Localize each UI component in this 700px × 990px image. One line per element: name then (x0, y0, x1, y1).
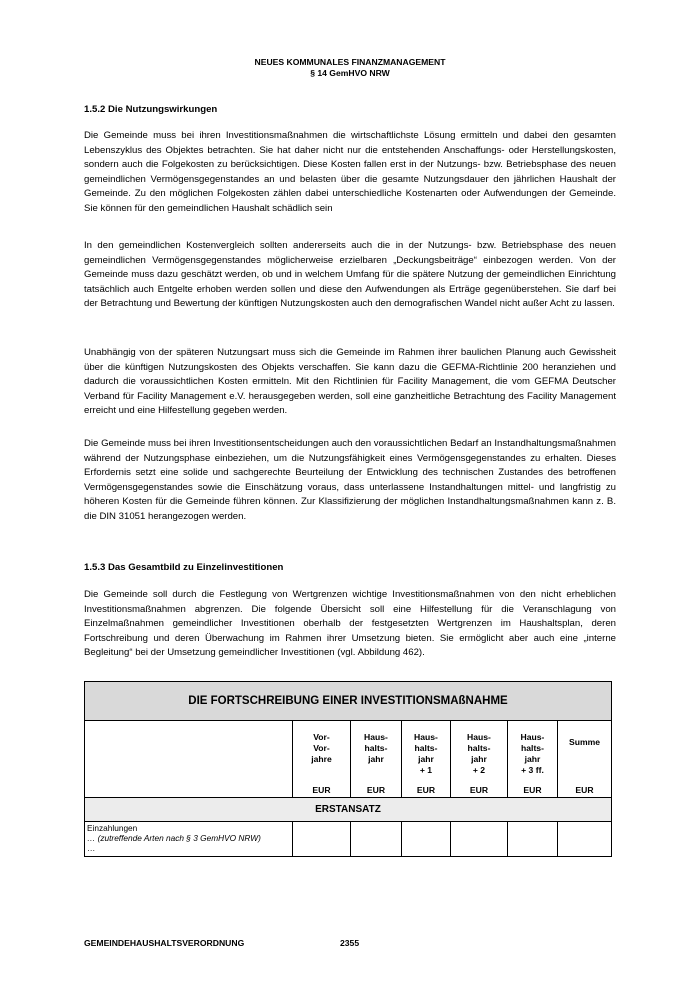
row-label-line-2: … (zutreffende Arten nach § 3 GemHVO NRW) (87, 833, 261, 843)
column-unit: EUR (575, 785, 594, 795)
header-line-2: § 14 GemHVO NRW (310, 68, 390, 78)
section-label-erstansatz: ERSTANSATZ (85, 798, 612, 822)
column-label: Haus- halts- jahr + 1 (414, 732, 438, 775)
header-line-1: NEUES KOMMUNALES FINANZMANAGEMENT (254, 57, 446, 67)
table-title: DIE FORTSCHREIBUNG EINER INVESTITIONSMAßNAHME (85, 682, 612, 721)
paragraph-153-1: Die Gemeinde soll durch die Festlegung von Wertgrenzen wichtige Investitionsmaßnahmen von den nicht erheblichen Investitionsmaßnahmen abgrenzen. Die folgende Übersicht soll eine Hilfestellung für die Veranschlagung von Einzelmaßnahmen gemeindlicher Investitionen oberhalb der festgesetzten Wertgrenzen im Haushaltsplan, deren Fortschreibung und deren Überwachung im Rahmen ihrer Umsetzung bieten. Sie ermöglicht aber auch eine „interne Begleitung“ bei der Umsetzung gemeindlicher Investitionen (vgl. Abbildung 462). (84, 589, 616, 659)
paragraph-152-4: Die Gemeinde muss bei ihren Investitionsentscheidungen auch den voraussichtlichen Bedarf an Instandhaltungsmaßnahmen während der Nutzungsphase einbeziehen, um die Nutzungsfähigkeit eines Vermögensgegenstandes zu erhalten. Dieses Erfordernis setzt eine solide und sachgerechte Beurteilung der Entwicklung des technischen Zustandes des betroffenen Vermögensgegenstandes sowie die Einschätzung voraus, dass unterlassene Instandhaltungen mittel- und langfristig zu höheren Kosten für die Gemeinde führen können. Zur Klassifizierung der möglichen Instandhaltungsmaßnahmen kann z. B. die DIN 31051 herangezogen werden. (84, 438, 616, 522)
column-label: Vor- Vor- jahre (311, 732, 332, 764)
table-header-row (85, 721, 612, 798)
paragraph-152-3: Unabhängig von der späteren Nutzungsart muss sich die Gemeinde im Rahmen ihrer baulichen Planung auch Gewissheit über die künftigen Nutzungskosten des Objekts verschaffen. Sie kann dazu die GEFMA-Richtlinie 200 heranziehen und dadurch die voraussichtlichen Kosten ermitteln. Mit den Richtlinien für Facility Management, die vom GEFMA Deutscher Verband für Facility Management e.V. herausgegeben werden, soll eine ganzheitliche Betrachtung des Facility Management erreicht und eine Hilfestellung gegeben werden. (84, 347, 616, 417)
section-heading-152: 1.5.2 Die Nutzungswirkungen (84, 104, 218, 115)
column-unit: EUR (469, 785, 489, 795)
table-cell (451, 822, 508, 857)
page-header (0, 57, 700, 79)
column-header (293, 721, 351, 798)
column-label: Summe (568, 737, 601, 747)
table-row (85, 822, 612, 857)
footer-title: GEMEINDEHAUSHALTSVERORDNUNG (84, 938, 245, 948)
table-cell (558, 822, 612, 857)
column-label: Haus- halts- jahr + 2 (467, 732, 491, 775)
row-label-line-1: Einzahlungen (87, 823, 138, 833)
column-unit: EUR (366, 785, 386, 795)
investment-table (84, 681, 612, 857)
paragraph-152-2: In den gemeindlichen Kostenvergleich sollten andererseits auch die in der Nutzungs- bzw. Betriebsphase des neuen gemeindlichen Vermögensgegenstandes möglicherweise erzielbaren „Deckungsbeiträge“ einbezogen werden. Von der Gemeinde muss dazu geschätzt werden, ob und in welchem Umfang für die spätere Nutzung der gemeindlichen Einrichtung tatsächlich auch Entgelte erhoben werden sollen und diese den Aufwendungen als Erträge gegenüberstehen. Sie darf bei der Betrachtung und Bewertung der künftigen Nutzungskosten auch den demografischen Wandel nicht außer Acht zu lassen. (84, 240, 616, 310)
table-cell (508, 822, 558, 857)
header-empty-cell (85, 721, 293, 798)
column-label: Haus- halts- jahr (364, 732, 388, 764)
table-cell (351, 822, 402, 857)
column-unit: EUR (416, 785, 436, 795)
column-unit: EUR (523, 785, 542, 795)
section-heading-153: 1.5.3 Das Gesamtbild zu Einzelinvestitionen (84, 562, 284, 573)
column-header (351, 721, 402, 798)
column-header (508, 721, 558, 798)
table-cell (293, 822, 351, 857)
column-header (402, 721, 451, 798)
column-header (558, 721, 612, 798)
column-label: Haus- halts- jahr + 3 ff. (520, 732, 545, 775)
column-unit: EUR (312, 785, 331, 795)
table-cell (402, 822, 451, 857)
page-number: 2355 (340, 938, 360, 948)
paragraph-152-1: Die Gemeinde muss bei ihren Investitionsmaßnahmen die wirtschaftlichste Lösung ermitteln und dabei den gesamten Lebenszyklus des Objektes betrachten. Sie hat daher nicht nur die entstehenden Anschaffungs- oder Herstellungskosten, sondern auch die Folgekosten zu berücksichtigen. Diese Kosten fallen erst in der Nutzungs- bzw. Betriebsphase des neuen gemeindlichen Vermögensgegenstandes an und belasten über die gesamte Nutzungsdauer den jährlichen Haushalt der Gemeinde. Zu den möglichen Folgekosten zählen dabei unterschiedliche Kostenarten oder Aufwendungen der Gemeinde. Sie können für den gemeindlichen Haushalt schädlich sein (84, 130, 616, 214)
column-header (451, 721, 508, 798)
row-label-line-3: … (87, 843, 96, 853)
row-label-cell (85, 822, 293, 857)
